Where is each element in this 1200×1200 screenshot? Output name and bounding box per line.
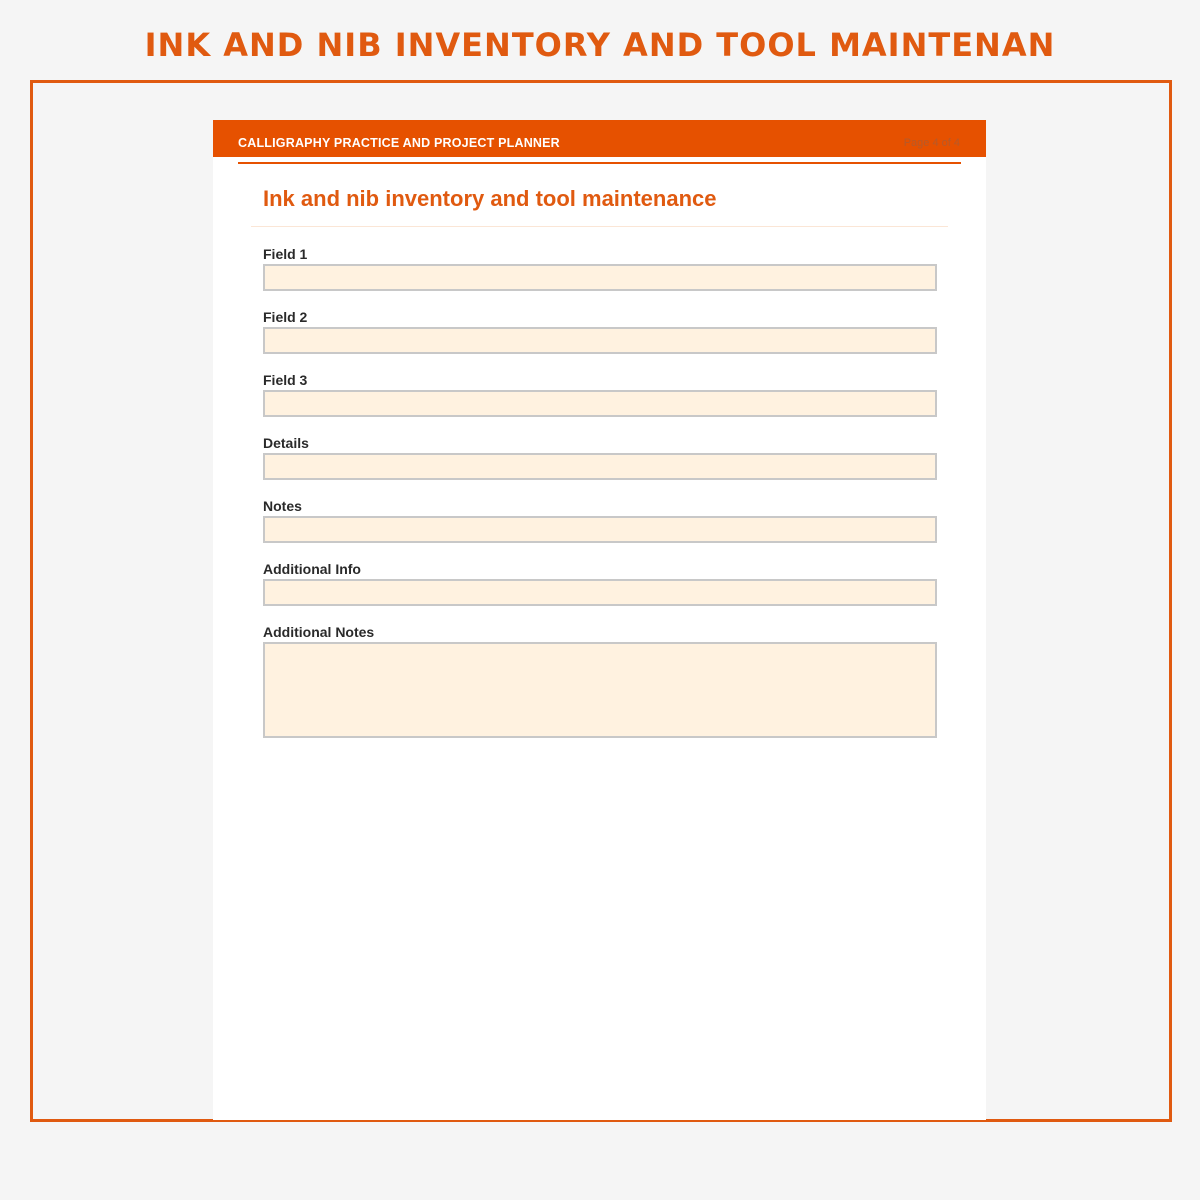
- document-page: [213, 120, 986, 1120]
- additional-info-label: Additional Info: [263, 561, 361, 577]
- field-3-input[interactable]: [263, 390, 937, 417]
- field-1-label: Field 1: [263, 246, 308, 262]
- details-label: Details: [263, 435, 309, 451]
- section-title: Ink and nib inventory and tool maintenance: [263, 186, 717, 211]
- additional-notes-label: Additional Notes: [263, 624, 375, 640]
- header-title: CALLIGRAPHY PRACTICE AND PROJECT PLANNER: [238, 136, 560, 150]
- page-number: Page 4 of 4: [903, 137, 960, 149]
- title-divider: [251, 226, 948, 227]
- header-divider: [238, 162, 961, 164]
- page-header-bar: [213, 120, 986, 157]
- additional-info-input[interactable]: [263, 579, 937, 606]
- notes-label: Notes: [263, 498, 302, 514]
- field-3-label: Field 3: [263, 372, 308, 388]
- field-2-input[interactable]: [263, 327, 937, 354]
- additional-notes-textarea[interactable]: [263, 642, 937, 738]
- details-input[interactable]: [263, 453, 937, 480]
- field-2-label: Field 2: [263, 309, 308, 325]
- notes-input[interactable]: [263, 516, 937, 543]
- banner-title: INK AND NIB INVENTORY AND TOOL MAINTENAN: [144, 26, 1056, 64]
- field-1-input[interactable]: [263, 264, 937, 291]
